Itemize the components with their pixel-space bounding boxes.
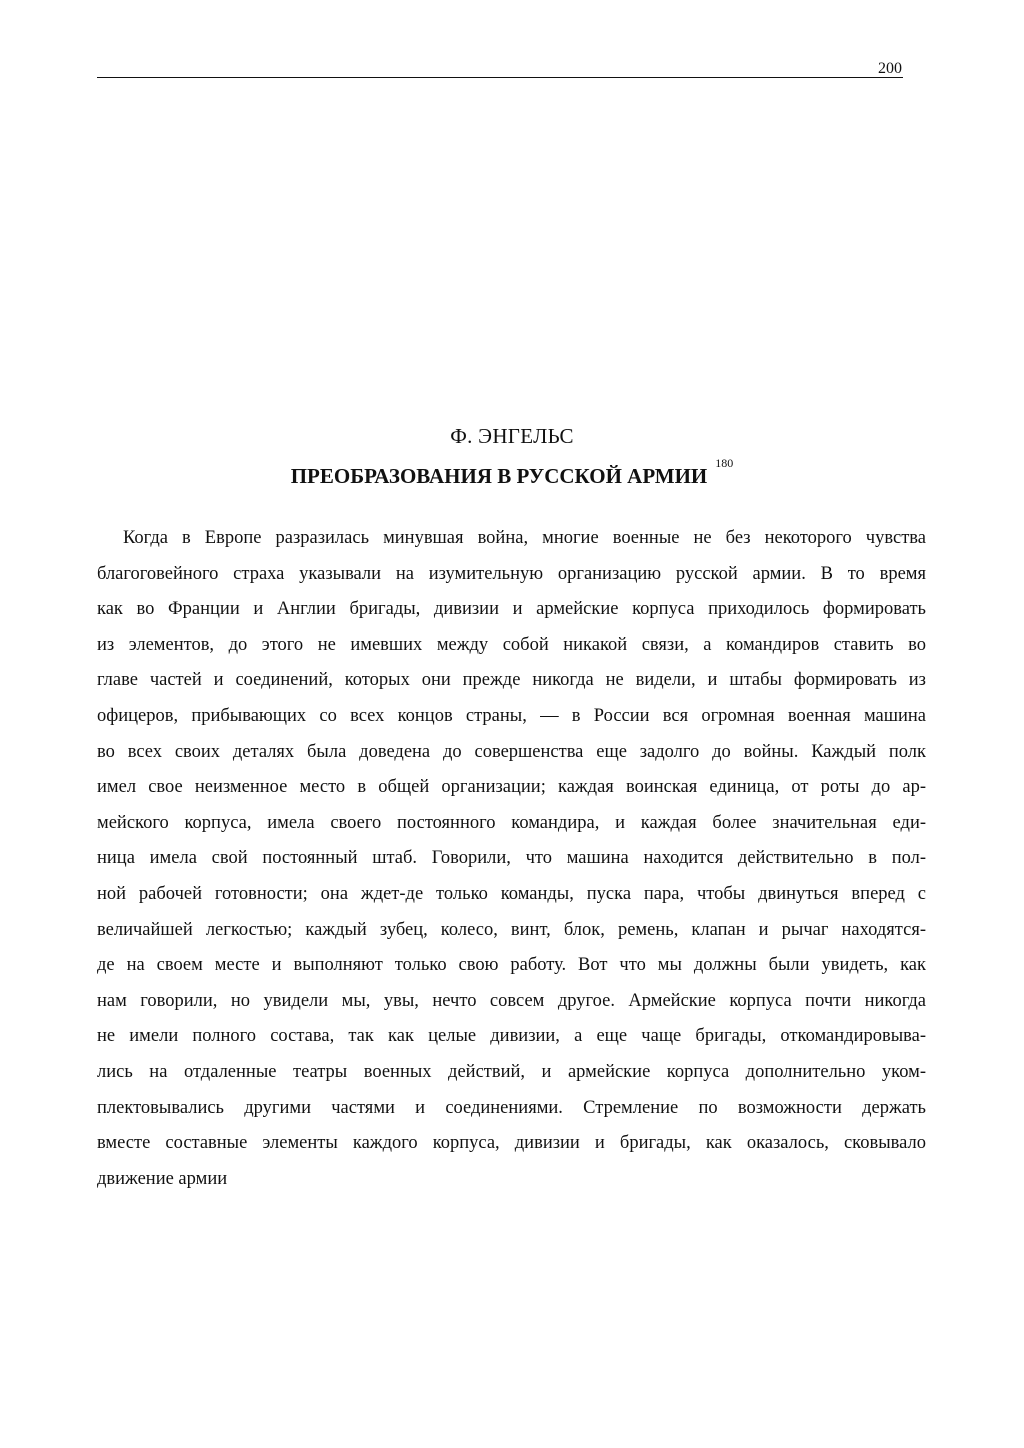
text-line: не имели полного состава, так как целые дивизии, а еще чаще бригады, откомандировыва-: [97, 1026, 926, 1047]
text-line: имел свое неизменное место в общей организации; каждая воинская единица, от роты до ар-: [97, 777, 926, 798]
page-number: 200: [878, 60, 902, 77]
text-line: офицеров, прибывающих со всех концов страны, — в России вся огромная военная машина: [97, 705, 926, 726]
text-line: де на своем месте и выполняют только свою работу. Вот что мы должны были увидеть, как: [97, 955, 926, 976]
header-rule: [97, 77, 903, 78]
body-paragraph: [97, 521, 926, 1197]
article-title-text: ПРЕОБРАЗОВАНИЯ В РУССКОЙ АРМИИ: [290, 464, 708, 488]
text-line: лись на отдаленные театры военных действий, и армейские корпуса дополнительно уком-: [97, 1061, 926, 1082]
article-title: [0, 456, 1024, 489]
text-line: Когда в Европе разразилась минувшая война, многие военные не без некоторого чувства: [123, 528, 926, 548]
text-line: движение армии: [97, 1168, 228, 1189]
text-line: величайшей легкостью; каждый зубец, колесо, винт, блок, ремень, клапан и рычаг находятся-: [97, 919, 926, 940]
text-line: плектовывались другими частями и соединениями. Стремление по возможности держать: [97, 1097, 926, 1118]
text-line: ница имела свой постоянный штаб. Говорили, что машина находится действительно в пол-: [97, 848, 926, 869]
text-line: мейского корпуса, имела своего постоянного командира, и каждая более значительная еди-: [97, 812, 926, 833]
text-line: благоговейного страха указывали на изумительную организацию русской армии. В то время: [97, 563, 926, 584]
text-line: вместе составные элементы каждого корпуса, дивизии и бригады, как оказалось, сковывало: [97, 1133, 926, 1154]
text-line: во всех своих деталях была доведена до совершенства еще задолго до войны. Каждый полк: [97, 741, 926, 762]
text-line: из элементов, до этого не имевших между собой никакой связи, а командиров ставить во: [97, 634, 926, 655]
author-name: Ф. ЭНГЕЛЬС: [450, 424, 574, 448]
text-line: как во Франции и Англии бригады, дивизии и армейские корпуса приходилось формировать: [97, 599, 926, 620]
text-line: нам говорили, но увидели мы, увы, нечто совсем другое. Армейские корпуса почти никогда: [97, 990, 926, 1011]
footnote-reference: 180: [715, 456, 734, 470]
text-line: ной рабочей готовности; она ждет-де только команды, пуска пара, чтобы двинуться вперед с: [97, 883, 926, 904]
text-line: главе частей и соединений, которых они прежде никогда не видели, и штабы формировать из: [97, 670, 926, 691]
